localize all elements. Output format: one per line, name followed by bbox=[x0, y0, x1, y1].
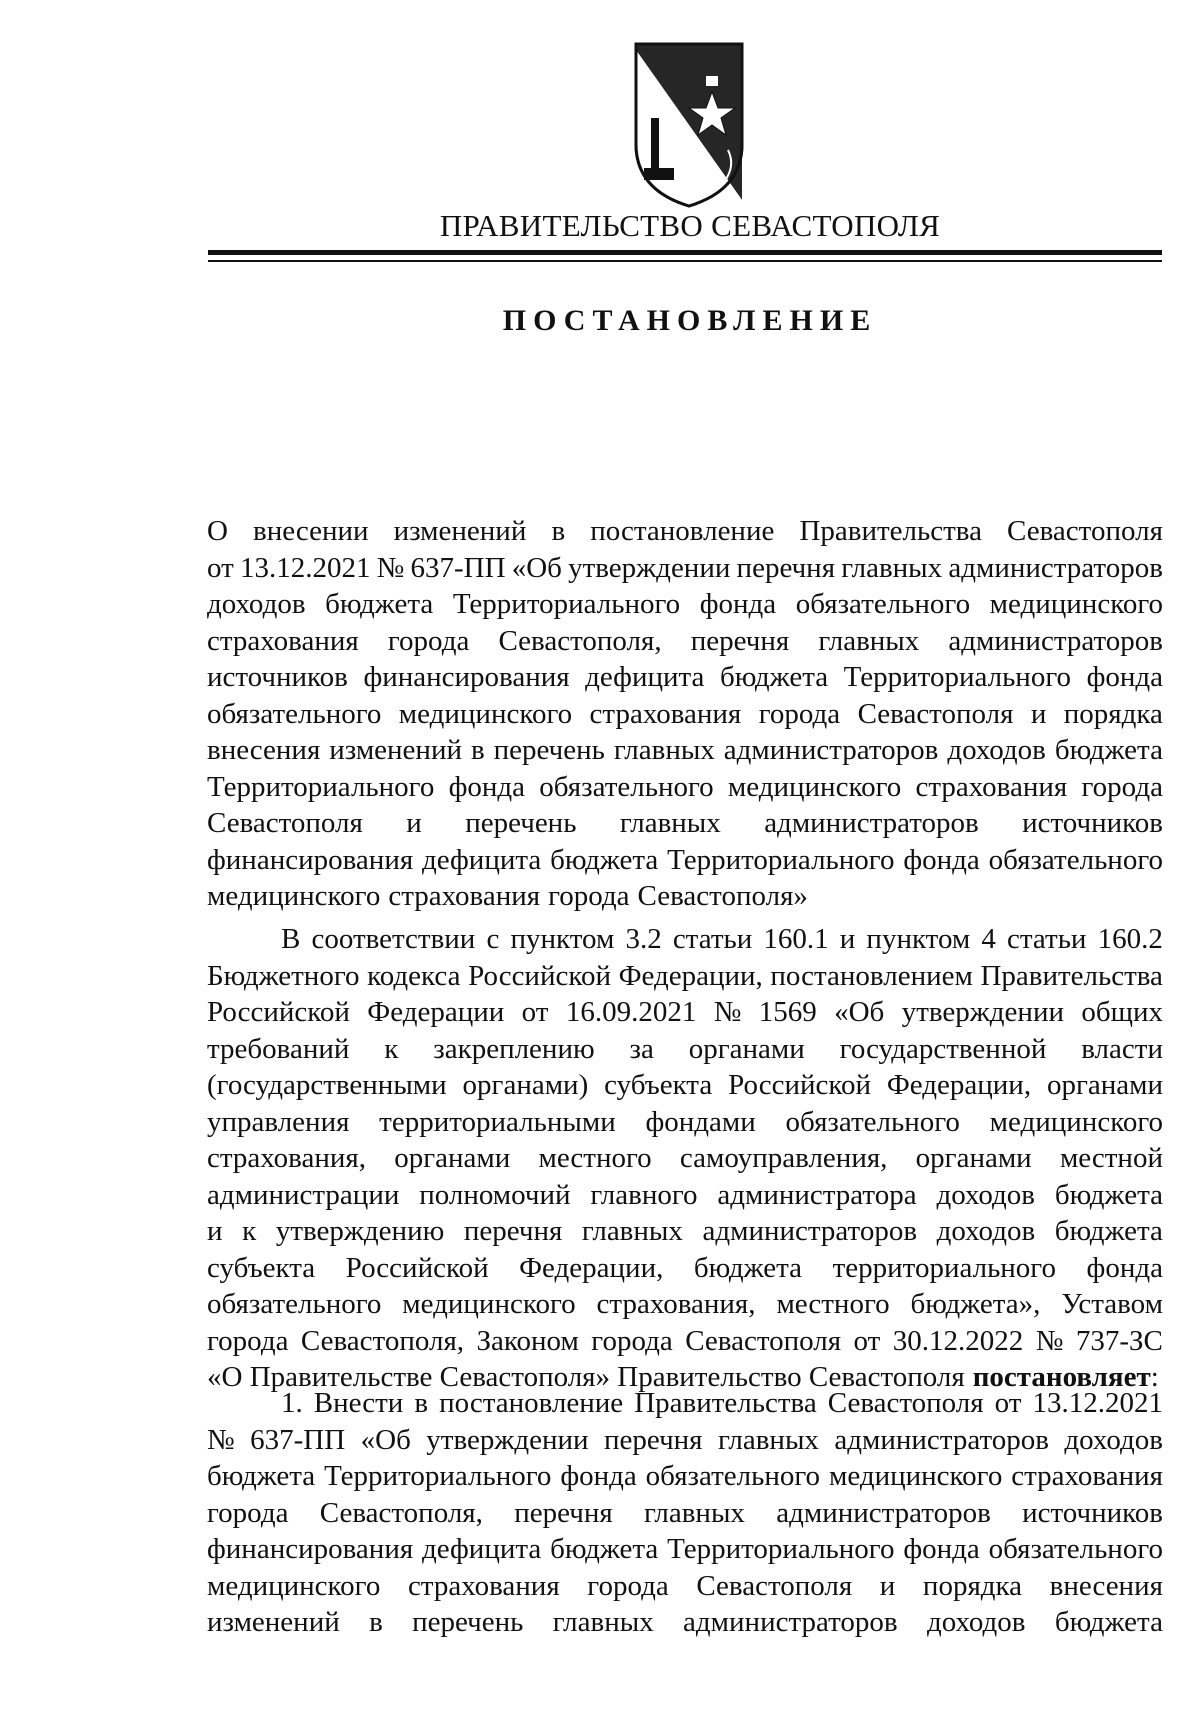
word: бюджета bbox=[719, 661, 829, 693]
word: перечня bbox=[690, 624, 790, 657]
preamble-line bbox=[207, 1286, 1163, 1323]
word: общих bbox=[1081, 996, 1163, 1028]
word: власти bbox=[1081, 1032, 1163, 1065]
word: изменений bbox=[329, 734, 462, 766]
word: порядка bbox=[922, 1569, 1023, 1602]
item-line bbox=[207, 1458, 1163, 1495]
word: внесения bbox=[1049, 1569, 1163, 1602]
word: бюджета», bbox=[910, 1288, 1041, 1320]
coat-of-arms-emblem bbox=[628, 40, 750, 208]
word: самоуправления, bbox=[679, 1142, 888, 1174]
word: В bbox=[281, 923, 301, 955]
word: Бюджетного bbox=[207, 959, 360, 992]
word: местного bbox=[538, 1142, 652, 1174]
item-line bbox=[207, 1531, 1163, 1568]
word: главных bbox=[552, 1606, 654, 1638]
word: администраторов bbox=[764, 807, 979, 839]
word: требований bbox=[207, 1032, 350, 1065]
word: в bbox=[414, 1387, 429, 1419]
word: кодекса bbox=[367, 959, 461, 992]
word: пунктом bbox=[866, 923, 971, 955]
word: и bbox=[839, 923, 856, 955]
word: Федерации bbox=[367, 996, 505, 1028]
word: от bbox=[853, 1324, 881, 1357]
word: статьи bbox=[672, 923, 753, 955]
word: 16.09.2021 bbox=[565, 996, 697, 1028]
word: органами bbox=[394, 1142, 511, 1174]
word: доходов bbox=[947, 734, 1046, 766]
word: доходов bbox=[936, 1215, 1036, 1247]
word: источников bbox=[207, 661, 348, 693]
item-line bbox=[207, 1495, 1163, 1532]
word: 4 bbox=[981, 923, 996, 955]
word: главных bbox=[643, 1496, 745, 1529]
word: Внести bbox=[313, 1387, 404, 1419]
word: субъекта bbox=[207, 1251, 316, 1284]
header-rule-thin bbox=[208, 260, 1162, 262]
word: (государственными bbox=[207, 1069, 447, 1101]
word: от bbox=[207, 551, 234, 584]
word: перечень bbox=[465, 807, 577, 839]
word: медицинского bbox=[828, 1460, 1003, 1492]
word: Территориального bbox=[324, 1460, 552, 1492]
preamble-line bbox=[207, 994, 1163, 1031]
word: Территориального bbox=[667, 843, 895, 876]
word: в bbox=[470, 734, 485, 766]
word: 160.1 bbox=[763, 923, 829, 955]
word: постановлением bbox=[770, 959, 973, 992]
item-line bbox=[207, 1422, 1163, 1459]
word: Севастополя bbox=[1007, 515, 1163, 547]
word: главных bbox=[818, 624, 920, 657]
preamble-line bbox=[207, 1104, 1163, 1141]
word: изменений bbox=[393, 515, 527, 547]
word: обязательного bbox=[207, 1288, 382, 1320]
word: и bbox=[207, 1215, 223, 1247]
title-line bbox=[207, 732, 1163, 769]
word: Российской bbox=[468, 959, 611, 992]
word: 737-ЗС bbox=[1075, 1324, 1163, 1357]
word: медицинского bbox=[727, 770, 902, 803]
word: перечня bbox=[604, 1423, 703, 1456]
word: медицинского bbox=[989, 588, 1163, 620]
word: утверждении bbox=[901, 996, 1064, 1028]
word: в bbox=[369, 1606, 383, 1638]
title-line bbox=[207, 659, 1163, 696]
word: источников bbox=[1022, 1496, 1163, 1529]
word: города bbox=[591, 1324, 673, 1357]
word: администратора bbox=[717, 1178, 917, 1211]
word: в bbox=[551, 515, 566, 547]
title-line bbox=[207, 769, 1163, 806]
word: дефицита bbox=[585, 661, 705, 693]
word: органами bbox=[915, 1142, 1032, 1174]
word: Территориального bbox=[843, 661, 1071, 693]
word: бюджета bbox=[1054, 1215, 1163, 1247]
word: О bbox=[207, 515, 228, 547]
word: медицинского bbox=[398, 697, 573, 730]
word: 30.12.2022 bbox=[892, 1324, 1024, 1357]
preamble-line bbox=[207, 1031, 1163, 1068]
word: местной bbox=[1059, 1142, 1163, 1174]
title-line bbox=[207, 513, 1163, 550]
word: главных bbox=[581, 1215, 683, 1247]
word: Уставом bbox=[1061, 1288, 1163, 1320]
word: администраторов bbox=[723, 734, 939, 766]
word: № bbox=[376, 551, 405, 584]
word: города bbox=[758, 697, 841, 730]
word: бюджета bbox=[325, 588, 434, 620]
word: администрации bbox=[207, 1178, 400, 1211]
word: Территориального bbox=[452, 588, 681, 620]
word: «Об bbox=[511, 551, 562, 584]
word: администраторов bbox=[683, 1606, 898, 1638]
word: перечня bbox=[736, 551, 836, 584]
word: органами bbox=[1046, 1069, 1163, 1101]
word: бюджета bbox=[207, 1460, 316, 1492]
word: администраторов bbox=[702, 1215, 918, 1247]
word: к bbox=[384, 1032, 399, 1065]
word: перечень bbox=[493, 734, 605, 766]
word: города bbox=[387, 624, 470, 657]
government-name: ПРАВИТЕЛЬСТВО СЕВАСТОПОЛЯ bbox=[439, 208, 941, 243]
word: Законом bbox=[476, 1324, 579, 1357]
word: обязательного bbox=[539, 770, 714, 803]
word: медицинского bbox=[207, 880, 381, 912]
word: за bbox=[629, 1032, 654, 1065]
word: финансирования bbox=[207, 1533, 414, 1565]
word: Севастополя bbox=[827, 1387, 984, 1419]
word: и bbox=[879, 1569, 896, 1602]
word: 1569 bbox=[758, 996, 817, 1028]
word: финансирования bbox=[207, 843, 414, 876]
word: 3.2 bbox=[625, 923, 662, 955]
word: органами) bbox=[462, 1069, 589, 1101]
word: администраторов bbox=[948, 551, 1163, 584]
preamble-line bbox=[207, 1177, 1163, 1214]
word: закреплению bbox=[433, 1032, 595, 1065]
word: города bbox=[587, 1569, 669, 1602]
document-type-heading: ПОСТАНОВЛЕНИЕ bbox=[502, 304, 878, 337]
word: Севастополя» bbox=[637, 880, 808, 912]
word: Территориального bbox=[667, 1533, 895, 1565]
word: Федерации, bbox=[886, 1069, 1032, 1101]
word: территориальными bbox=[379, 1105, 616, 1138]
item-line bbox=[207, 1568, 1163, 1605]
word: администраторов bbox=[834, 1423, 1049, 1456]
word: города bbox=[207, 1496, 289, 1529]
word: дефицита bbox=[422, 843, 542, 876]
word: соответствии bbox=[311, 923, 476, 955]
word: обязательного bbox=[645, 1460, 821, 1492]
word: бюджета bbox=[1054, 1178, 1163, 1211]
word: Севастополя, bbox=[300, 1324, 465, 1357]
word: главных bbox=[613, 734, 715, 766]
word: фонда bbox=[903, 1533, 980, 1565]
word: бюджета bbox=[550, 1533, 659, 1565]
word: Севастополя bbox=[696, 1569, 853, 1602]
word: перечня bbox=[463, 1215, 563, 1247]
word: Севастополя bbox=[857, 697, 1014, 730]
word: Севастополя bbox=[685, 1324, 842, 1357]
word: постановление bbox=[590, 515, 775, 547]
word: полномочий bbox=[419, 1178, 571, 1211]
resolves-colon: : bbox=[1150, 1361, 1159, 1393]
word: государственной bbox=[839, 1032, 1047, 1065]
word: 13.12.2021 bbox=[239, 551, 371, 584]
word: бюджета bbox=[1054, 1606, 1163, 1638]
word: 13.12.2021 bbox=[1032, 1387, 1163, 1419]
word: страхования bbox=[207, 624, 359, 657]
word: страхования, bbox=[596, 1288, 756, 1320]
word: бюджета bbox=[1054, 734, 1163, 766]
word: дефицита bbox=[422, 1533, 542, 1565]
title-line bbox=[207, 805, 1163, 842]
word: главных bbox=[717, 1423, 819, 1456]
item-1-paragraph bbox=[207, 1385, 1163, 1641]
word: доходов bbox=[926, 1606, 1026, 1638]
word: органами bbox=[688, 1032, 805, 1065]
preamble-line bbox=[207, 1140, 1163, 1177]
word: фондами bbox=[645, 1105, 756, 1138]
word: Федерации, bbox=[618, 959, 763, 992]
word: доходов bbox=[207, 588, 306, 620]
word: Севастополя, bbox=[319, 1496, 483, 1529]
resolves-word: постановляет bbox=[972, 1361, 1151, 1393]
word: утверждении bbox=[568, 551, 731, 584]
word: № bbox=[207, 1423, 235, 1456]
word: утверждении bbox=[426, 1423, 589, 1456]
word: фонда bbox=[699, 588, 777, 620]
title-line bbox=[207, 623, 1163, 660]
word: 637-ПП bbox=[410, 551, 506, 584]
word: территориального bbox=[832, 1251, 1056, 1284]
word: от bbox=[521, 996, 549, 1028]
word: перечень bbox=[412, 1606, 524, 1638]
word: статьи bbox=[1007, 923, 1087, 955]
word: внесении bbox=[253, 515, 369, 547]
word: страхования bbox=[407, 1569, 560, 1602]
title-line bbox=[207, 586, 1163, 623]
word: субъекта bbox=[604, 1069, 713, 1101]
title-line bbox=[207, 878, 1163, 915]
word: постановление bbox=[439, 1387, 624, 1419]
word: Федерации, bbox=[519, 1251, 664, 1284]
word: 1. bbox=[281, 1387, 303, 1419]
header-rule-thick bbox=[208, 250, 1162, 255]
item-line bbox=[207, 1604, 1163, 1641]
word: местного bbox=[776, 1288, 890, 1320]
word: № bbox=[1035, 1324, 1064, 1357]
word: Севастополя bbox=[207, 807, 363, 839]
word: Российской bbox=[728, 1069, 871, 1101]
word: Правительства bbox=[634, 1387, 817, 1419]
word: «Об bbox=[834, 996, 885, 1028]
preamble-paragraph bbox=[207, 921, 1163, 1396]
title-line bbox=[207, 842, 1163, 879]
word: от bbox=[994, 1387, 1022, 1419]
preamble-line bbox=[207, 1067, 1163, 1104]
word: Территориального bbox=[207, 770, 435, 803]
word: 160.2 bbox=[1097, 923, 1163, 955]
word: Правительства bbox=[980, 959, 1163, 992]
word: главных bbox=[619, 807, 721, 839]
preamble-line bbox=[207, 921, 1163, 958]
title-line bbox=[207, 696, 1163, 733]
word: страхования bbox=[589, 697, 742, 730]
word: обязательного bbox=[795, 588, 971, 620]
word: доходов bbox=[936, 1178, 1035, 1211]
word: обязательного bbox=[207, 697, 382, 730]
preamble-last-text: «О Правительстве Севастополя» Правительство Севастополя bbox=[207, 1361, 965, 1393]
preamble-line bbox=[207, 958, 1163, 995]
word: внесения bbox=[207, 734, 321, 766]
word: администраторов bbox=[948, 624, 1163, 657]
item-line bbox=[207, 1385, 1163, 1422]
word: фонда bbox=[1086, 1251, 1163, 1284]
word: Российской bbox=[345, 1251, 489, 1284]
word: страхования bbox=[388, 880, 541, 912]
word: изменений bbox=[207, 1606, 340, 1638]
word: утверждению bbox=[275, 1215, 445, 1247]
word: страхования bbox=[915, 770, 1068, 803]
word: обязательного bbox=[988, 843, 1163, 876]
word: города bbox=[207, 1324, 289, 1357]
word: города bbox=[1081, 770, 1163, 803]
word: бюджета bbox=[550, 843, 659, 876]
word: «Об bbox=[360, 1423, 411, 1456]
word: пунктом bbox=[510, 923, 615, 955]
word: медицинского bbox=[207, 1569, 381, 1602]
word: медицинского bbox=[989, 1105, 1163, 1138]
preamble-line bbox=[207, 1213, 1163, 1250]
word: медицинского bbox=[402, 1288, 576, 1320]
word: страхования bbox=[1011, 1460, 1163, 1492]
word: и bbox=[406, 807, 422, 839]
word: Севастополя, bbox=[498, 624, 662, 657]
word: обязательного bbox=[785, 1105, 960, 1138]
word: источников bbox=[1022, 807, 1163, 839]
word: к bbox=[242, 1215, 257, 1247]
word: Российской bbox=[207, 996, 350, 1028]
word: 637-ПП bbox=[250, 1423, 346, 1456]
word: порядка bbox=[1063, 697, 1163, 730]
word: с bbox=[486, 923, 500, 955]
word: фонда bbox=[903, 843, 980, 876]
preamble-line bbox=[207, 1323, 1163, 1360]
word: управления bbox=[207, 1105, 350, 1138]
word: бюджета bbox=[693, 1251, 803, 1284]
preamble-line bbox=[207, 1250, 1163, 1287]
word: обязательного bbox=[988, 1533, 1163, 1565]
word: фонда bbox=[1086, 661, 1163, 693]
word: и bbox=[1030, 697, 1047, 730]
word: главных bbox=[841, 551, 943, 584]
word: фонда bbox=[448, 770, 526, 803]
word: доходов bbox=[1064, 1423, 1163, 1456]
title-line bbox=[207, 550, 1163, 587]
word: фонда bbox=[560, 1460, 637, 1492]
word: финансирования bbox=[363, 661, 570, 693]
word: перечня bbox=[514, 1496, 613, 1529]
word: главного bbox=[590, 1178, 698, 1211]
document-title bbox=[207, 513, 1163, 915]
word: администраторов bbox=[776, 1496, 991, 1529]
word: страхования, bbox=[207, 1142, 366, 1174]
word: города bbox=[548, 880, 630, 912]
word: № bbox=[713, 996, 742, 1028]
word: Правительства bbox=[799, 515, 982, 547]
